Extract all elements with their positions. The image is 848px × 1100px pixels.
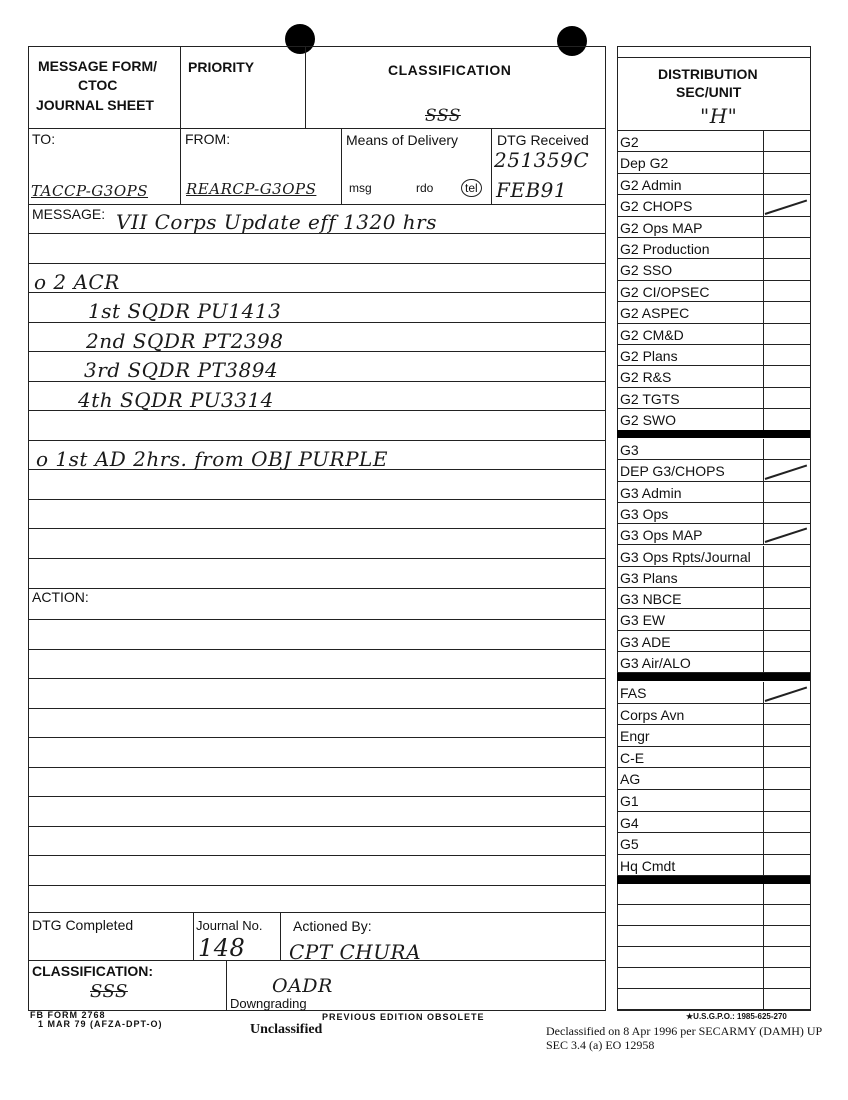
message-line-7[interactable]: 4th SQDR PU3314 [78,388,274,412]
form-title-line1: MESSAGE FORM/ [38,58,158,74]
distribution-check-cell[interactable] [763,968,764,988]
distribution-check-cell[interactable] [763,366,764,386]
distribution-row-label: G3 Plans [620,569,678,586]
means-rdo-option[interactable]: rdo [416,181,434,195]
distribution-row-g1[interactable] [617,790,810,812]
distribution-row-label: G5 [620,836,639,853]
distribution-row-label: G2 Production [620,241,710,257]
distribution-row-dep-g3-chops[interactable] [617,460,810,481]
distribution-check-cell[interactable] [763,989,764,1009]
distribution-blank-row[interactable] [617,905,810,926]
check-mark-icon [765,464,807,479]
distribution-row-engr[interactable] [617,725,810,747]
distribution-row-label: G2 CI/OPSEC [620,283,710,300]
distribution-row-g2-plans[interactable] [617,345,810,366]
divider-bar [617,876,810,884]
distribution-check-cell[interactable] [763,174,764,194]
distribution-check-cell[interactable] [763,631,764,651]
distribution-row-label: G2 CHOPS [620,198,693,215]
distribution-row-g5[interactable] [617,833,810,855]
check-mark-icon [765,199,807,214]
distribution-row-g3-ops-rpts-journal[interactable] [617,546,810,567]
distribution-row-label: G4 [620,814,639,831]
distribution-check-cell[interactable] [763,905,764,925]
dtg-completed-label: DTG Completed [32,917,134,933]
downgrading-value[interactable]: OADR [272,975,333,997]
distribution-row-g3-air-alo[interactable] [617,652,810,673]
distribution-row-fas[interactable] [617,682,810,704]
distribution-check-cell[interactable] [763,947,764,967]
distribution-check-cell[interactable] [763,926,764,946]
distribution-check-cell[interactable] [763,546,764,566]
distribution-check-cell[interactable] [763,503,764,523]
distribution-row-g2-tgts[interactable] [617,388,810,409]
distribution-row-c-e[interactable] [617,747,810,769]
message-line-9[interactable]: o 1st AD 2hrs. from OBJ PURPLE [36,447,388,471]
distribution-unit-value[interactable]: "H" [700,104,738,128]
gpo-note: ★U.S.G.P.O.: 1985-625-270 [686,1012,787,1021]
distribution-row-g3-nbce[interactable] [617,588,810,609]
distribution-row-label: G2 [620,134,639,150]
distribution-check-cell[interactable] [763,884,764,904]
distribution-check-cell[interactable] [763,833,764,854]
actioned-by-value[interactable]: CPT CHURA [289,940,422,964]
distribution-check-cell[interactable] [763,217,764,237]
form-number-line1: FB FORM 2768 [30,1010,106,1020]
distribution-row-g2-ops-map[interactable] [617,217,810,238]
distribution-row-label: G2 Plans [620,348,678,364]
message-line-5[interactable]: 2nd SQDR PT2398 [86,329,284,353]
divider-bar [617,673,810,681]
distribution-row-g2-admin[interactable] [617,174,810,195]
distribution-row-label: G3 Ops [620,505,669,522]
distribution-row-label: G2 TGTS [620,390,680,407]
distribution-check-cell[interactable] [763,725,764,746]
distribution-check-cell[interactable] [763,812,764,833]
distribution-row-label: G3 Air/ALO [620,655,691,671]
distribution-row-g2-sso[interactable] [617,259,810,280]
distribution-blank-row[interactable] [617,968,810,989]
distribution-check-cell[interactable] [763,855,764,876]
distribution-row-g3-ew[interactable] [617,609,810,630]
distribution-row-g2[interactable] [617,131,810,152]
declassified-line2: SEC 3.4 (a) EO 12958 [546,1038,655,1052]
distribution-check-cell[interactable] [763,768,764,789]
distribution-row-g3-ade[interactable] [617,631,810,652]
distribution-row-g3-plans[interactable] [617,567,810,588]
distribution-row-g2-production[interactable] [617,238,810,259]
distribution-row-label: G2 Ops MAP [620,219,703,236]
to-label: TO: [32,131,56,147]
classification-bottom-label: CLASSIFICATION: [32,963,154,979]
distribution-check-cell[interactable] [763,238,764,258]
distribution-check-cell[interactable] [763,439,764,459]
unclassified-marking: Unclassified [250,1022,323,1037]
distribution-check-cell[interactable] [763,609,764,629]
actioned-by-label: Actioned By: [293,918,372,934]
distribution-row-label: G3 Ops MAP [620,527,703,544]
distribution-row-g2-ci-opsec[interactable] [617,281,810,302]
distribution-row-label: G2 R&S [620,369,672,386]
distribution-row-label: G3 EW [620,612,666,629]
distribution-row-hq-cmdt[interactable] [617,855,810,877]
classification-bottom-value[interactable]: SSS [90,981,128,1002]
means-msg-option[interactable]: msg [349,181,372,195]
distribution-check-cell[interactable] [763,345,764,365]
distribution-row-g4[interactable] [617,812,810,834]
distribution-row-label: G3 ADE [620,633,671,650]
distribution-check-cell[interactable] [763,588,764,608]
message-label: MESSAGE: [32,206,106,222]
distribution-row-dep-g2[interactable] [617,152,810,173]
divider-bar [617,430,810,438]
distribution-blank-row[interactable] [617,989,810,1010]
distribution-row-label: G2 ASPEC [620,305,690,322]
journal-no-label: Journal No. [196,918,263,933]
previous-edition-note: PREVIOUS EDITION OBSOLETE [322,1012,485,1022]
punch-hole-right [557,26,587,56]
distribution-check-cell[interactable] [763,704,764,725]
form-number-line2: 1 MAR 79 (AFZA-DPT-O) [38,1019,163,1029]
distribution-check-cell[interactable] [763,131,764,151]
means-tel-option[interactable]: tel [461,179,482,197]
distribution-row-label: G3 Ops Rpts/Journal [620,548,751,565]
distribution-row-g3-ops[interactable] [617,503,810,524]
distribution-check-cell[interactable] [763,281,764,301]
distribution-row-label: G3 NBCE [620,591,682,608]
distribution-row-label: Engr [620,728,650,745]
classification-label: CLASSIFICATION [388,62,512,78]
distribution-check-cell[interactable] [763,790,764,811]
distribution-row-label: G3 [620,442,639,458]
distribution-row-label: AG [620,771,641,788]
downgrading-label: Downgrading [230,996,307,1011]
distribution-check-cell[interactable] [763,388,764,408]
distribution-row-ag[interactable] [617,768,810,790]
distribution-row-g2-cm-d[interactable] [617,324,810,345]
distribution-row-label: Corps Avn [620,706,685,723]
distribution-check-cell[interactable] [763,152,764,172]
form-title-line2: CTOC [78,77,118,93]
classification-value[interactable]: SSS [425,106,461,126]
distribution-row-label: DEP G3/CHOPS [620,463,725,480]
priority-label: PRIORITY [188,59,255,75]
distribution-check-cell[interactable] [763,482,764,502]
distribution-row-g3-ops-map[interactable] [617,524,810,545]
dtg-received-month[interactable]: FEB91 [496,178,568,202]
distribution-check-cell[interactable] [763,302,764,322]
distribution-row-label: G2 Admin [620,176,682,193]
dtg-received-value[interactable]: 251359C [494,148,590,172]
distribution-blank-row[interactable] [617,884,810,905]
message-line-6[interactable]: 3rd SQDR PT3894 [84,358,279,382]
distribution-row-label: G2 SWO [620,412,677,429]
distribution-row-label: G2 SSO [620,262,673,279]
distribution-row-g2-aspec[interactable] [617,302,810,323]
check-mark-icon [765,686,807,701]
distribution-check-cell[interactable] [763,409,764,429]
distribution-title-line2: SEC/UNIT [676,84,742,100]
distribution-row-label: FAS [620,685,647,701]
distribution-row-g3[interactable] [617,439,810,460]
distribution-check-cell[interactable] [763,324,764,344]
distribution-title-line1: DISTRIBUTION [658,66,758,82]
check-mark-icon [765,528,807,543]
distribution-check-cell[interactable] [763,652,764,672]
punch-hole-left [285,24,315,54]
distribution-blank-row[interactable] [617,926,810,947]
distribution-row-corps-avn[interactable] [617,704,810,726]
distribution-row-label: C-E [620,749,645,766]
distribution-row-label: G2 CM&D [620,326,684,343]
distribution-row-g3-admin[interactable] [617,482,810,503]
distribution-row-label: Dep G2 [620,155,669,172]
dtg-received-label: DTG Received [497,132,589,148]
distribution-check-cell[interactable] [763,567,764,587]
form-title-line3: JOURNAL SHEET [36,97,154,113]
to-value[interactable]: TACCP-G3OPS [31,182,149,200]
declassified-line1: Declassified on 8 Apr 1996 per SECARMY (DAMH) UP [546,1024,823,1038]
means-of-delivery-label: Means of Delivery [346,132,459,148]
from-label: FROM: [185,131,231,147]
from-value[interactable]: REARCP-G3OPS [186,180,317,198]
distribution-check-cell[interactable] [763,747,764,768]
distribution-row-label: G3 Admin [620,484,682,501]
distribution-row-g2-chops[interactable] [617,195,810,216]
journal-no-value[interactable]: 148 [198,934,246,962]
distribution-check-cell[interactable] [763,259,764,279]
message-line-1[interactable]: VII Corps Update eff 1320 hrs [116,210,438,234]
distribution-row-label: Hq Cmdt [620,857,676,874]
message-line-4[interactable]: 1st SQDR PU1413 [88,299,282,323]
distribution-row-g2-swo[interactable] [617,409,810,430]
message-line-3[interactable]: o 2 ACR [34,270,120,294]
distribution-row-label: G1 [620,793,639,809]
distribution-row-g2-r-s[interactable] [617,366,810,387]
distribution-blank-row[interactable] [617,947,810,968]
action-label: ACTION: [32,589,89,605]
